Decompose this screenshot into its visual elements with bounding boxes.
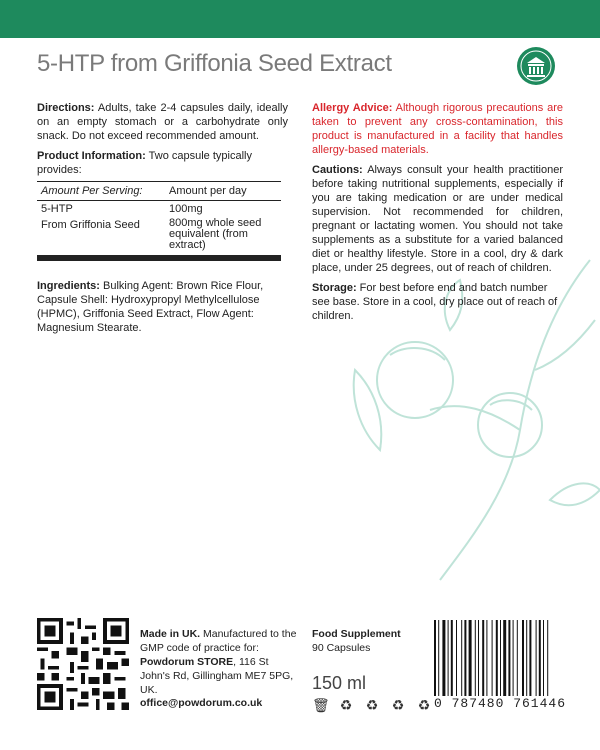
table-cell: 800mg whole seed equivalent (from extract) (169, 217, 262, 251)
directions-text: Adults, take 2-4 capsules daily, ideally on an empty stomach or a carbohydrate only snack. Do not exceed recommended amount. (37, 102, 288, 142)
table-row (37, 201, 281, 217)
barcode-number: 0 787480 761446 (433, 696, 567, 711)
recycle-icon: ♻ (365, 697, 379, 713)
storage-label: Storage: (312, 282, 357, 294)
table-cell: From Griffonia Seed (41, 219, 140, 231)
storage-text: For best before end and batch number see base. Store in a cool, dry place out of reach of children. (312, 282, 558, 322)
table-row (37, 217, 281, 252)
recycle-icon: ♻ (339, 697, 353, 713)
right-column (312, 101, 563, 329)
recycle-icon: ♻ (417, 697, 431, 713)
top-color-bar (0, 0, 600, 38)
contact-email: office@powdorum.co.uk (140, 697, 263, 709)
ingredients-text: Bulking Agent: Brown Rice Flour, Capsule Shell: Hydroxypropyl Methylcellulose (HPMC), Griffonia Seed Extract, Flow Agent: Magnesium Stearate. (37, 280, 264, 334)
bin-icon: 🗑 (312, 697, 330, 713)
header-amount-per-serving: Amount Per Serving: (41, 185, 143, 197)
ingredients (37, 279, 288, 335)
capsule-count: 90 Capsules (312, 642, 371, 654)
recycling-icons (312, 697, 432, 713)
directions (37, 101, 288, 143)
storage (312, 281, 563, 323)
gmp-temple-logo-icon (516, 46, 556, 86)
product-information (37, 149, 288, 177)
company-address: , 116 St John's Rd, Gillingham ME7 5PG, UK. (140, 656, 294, 696)
nutrition-table-header (37, 182, 281, 201)
cautions-label: Cautions: (312, 164, 363, 176)
ingredients-label: Ingredients: (37, 280, 100, 292)
gmp-text: Manufactured to the GMP code of practice for: (140, 628, 297, 654)
product-info-label: Product Information: (37, 150, 146, 162)
allergy-label: Allergy Advice: (312, 102, 393, 114)
nutrition-table (37, 181, 281, 261)
company-name: Powdorum STORE (140, 656, 234, 668)
cautions-text: Always consult your health practitioner before taking nutritional supplements, especially if you are taking medication or are under medical supervision. Not recommended for children, pregnant or lactating women. You should not take supplements as a substitute for a varied balanced diet or healthy lifestyle. Store in a cool, dry & dark place, under 25 degrees, out of reach of children. (312, 164, 563, 274)
product-title: 5-HTP from Griffonia Seed Extract (37, 50, 392, 77)
left-column (37, 101, 288, 335)
allergy-advice (312, 101, 563, 157)
qr-code-icon (37, 618, 129, 710)
table-bottom-rule (37, 255, 281, 261)
cautions (312, 163, 563, 275)
table-cell: 100mg (169, 203, 203, 215)
header-amount-per-day: Amount per day (169, 185, 247, 197)
recycle-icon: ♻ (391, 697, 405, 713)
manufacturer-info (140, 627, 300, 697)
product-info-text: Two capsule typically provides: (37, 150, 252, 176)
allergy-text: Although rigorous precautions are taken to prevent any cross-contamination, this product is manufactured in a facility that handles allergy-based materials. (312, 102, 563, 156)
directions-label: Directions: (37, 102, 95, 114)
food-supplement-label: Food Supplement (312, 628, 401, 640)
table-cell: 5-HTP (41, 203, 73, 215)
volume-label: 150 ml (312, 673, 367, 693)
food-supplement-info (312, 627, 401, 655)
made-in-uk-label: Made in UK. (140, 628, 201, 640)
